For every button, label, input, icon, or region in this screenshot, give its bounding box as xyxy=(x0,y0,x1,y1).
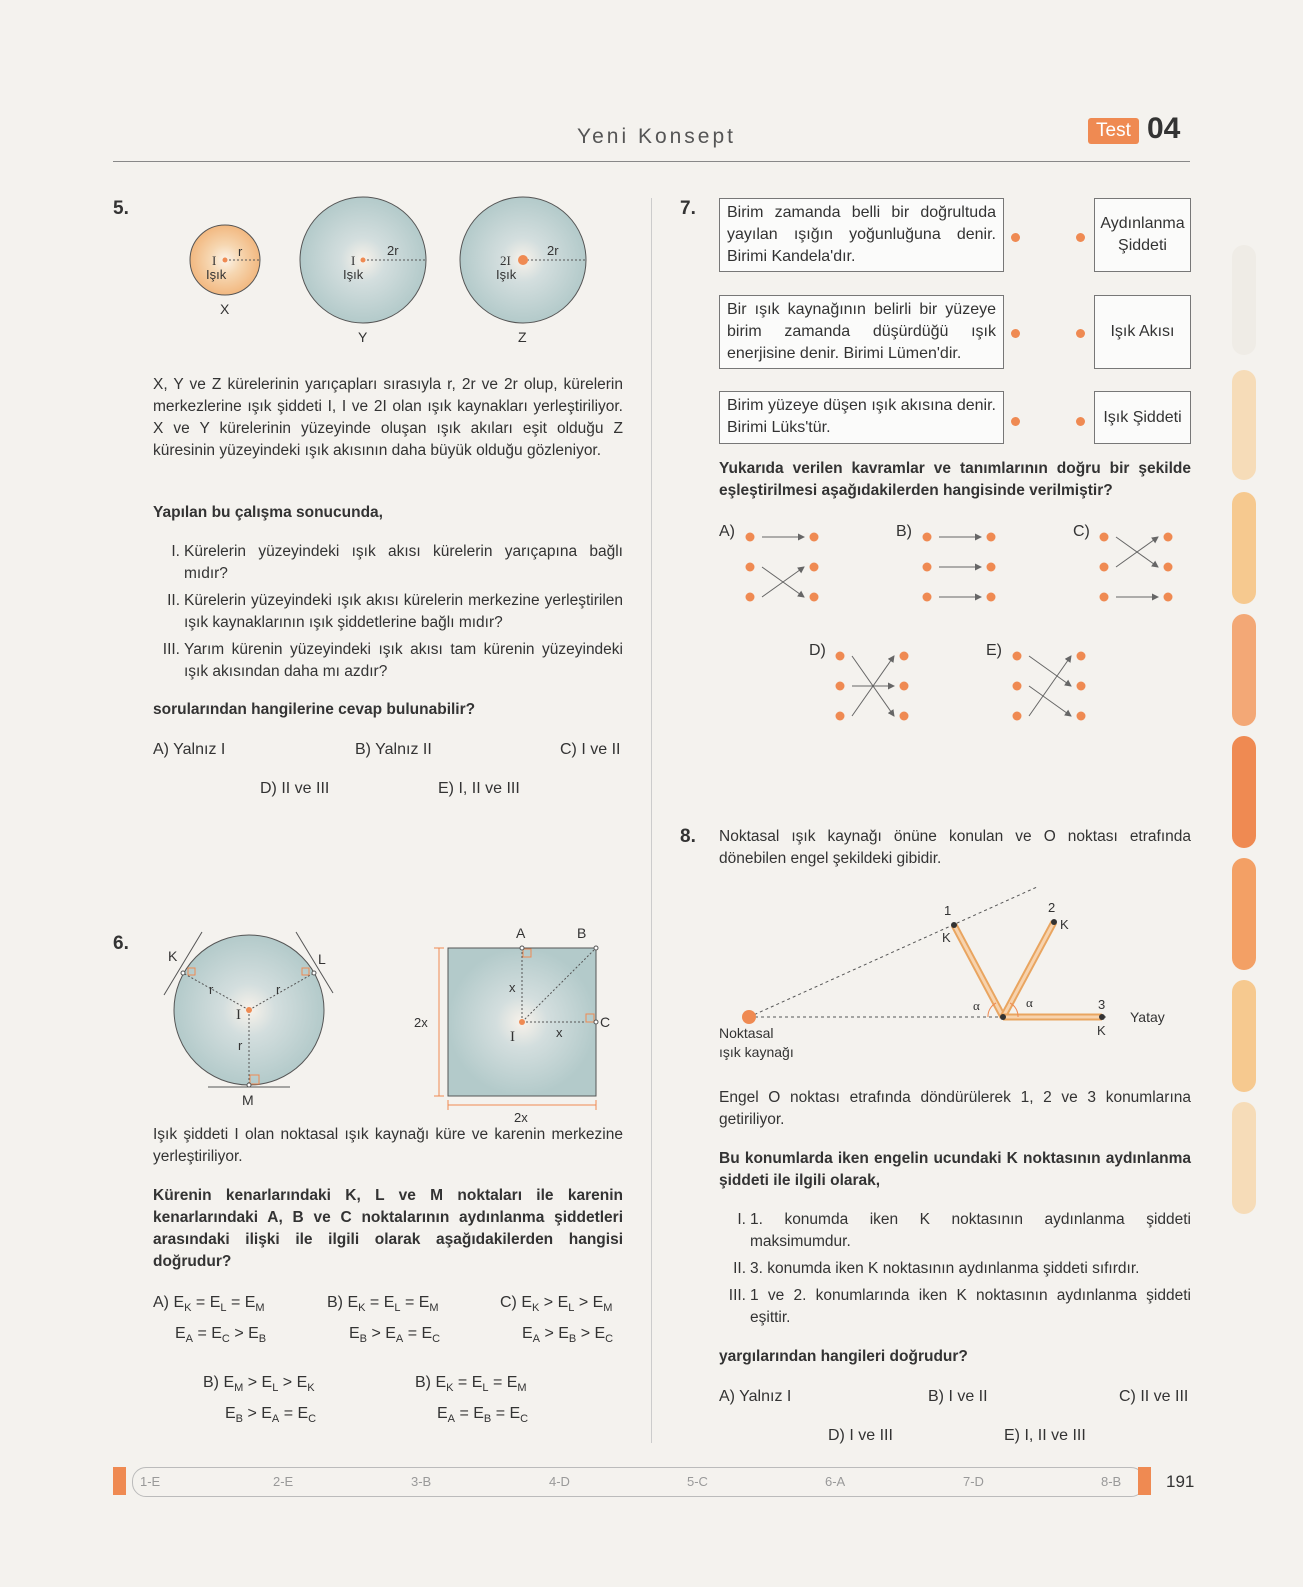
header-rule xyxy=(113,161,1190,162)
q5-text: X, Y ve Z kürelerinin yarıçapları sırasıyla r, 2r ve 2r olup, kürelerin merkezlerine ışık şiddeti I, I ve 2I olan ışık kaynakları yerleştiriliyor. X ve Y kürelerinin yüzeyinde oluşan ışık akıları eşit olduğu Z küresinin yüzeyindeki ışık akısının daha büyük olduğu gözleniyor. xyxy=(153,376,623,459)
match-option-dot xyxy=(1013,712,1022,721)
q8-option-e[interactable]: E) I, II ve III xyxy=(1004,1427,1086,1444)
match-option-dot xyxy=(1077,652,1086,661)
q5-item: I. Kürelerin yüzeyindeki ışık akısı kürelerin yarıçapına bağlı mıdır? xyxy=(171,543,623,582)
q5-option-d[interactable]: D) II ve III xyxy=(260,780,330,797)
match-dot xyxy=(1076,417,1085,426)
svg-text:B: B xyxy=(577,925,587,941)
q5-item: III. Yarım kürenin yüzeyindeki ışık akısı tam kürenin yüzeyindeki ışık akısından daha mı azdır? xyxy=(162,641,623,680)
side-tab xyxy=(1232,858,1256,970)
side-tab xyxy=(1232,370,1256,480)
z-source: 2I xyxy=(500,253,511,268)
match-option-dot xyxy=(836,682,845,691)
q5-prompt: Yapılan bu çalışma sonucunda, xyxy=(153,504,383,521)
match-arrow xyxy=(852,656,894,716)
y-source: I xyxy=(351,253,356,268)
svg-text:L: L xyxy=(318,951,326,967)
q6-option-e[interactable]: B) $E_K = E_L = E_M$ $E_A = E_B = E_C$ xyxy=(415,1374,529,1426)
z-label: Z xyxy=(518,329,527,345)
svg-text:r: r xyxy=(209,982,214,997)
answer-key-item: 1-E xyxy=(140,1474,161,1489)
match-arrow xyxy=(1029,656,1071,716)
q5-spheres-figure xyxy=(150,190,630,360)
answer-key-item: 6-A xyxy=(825,1474,846,1489)
q6-text: Işık şiddeti I olan noktasal ışık kaynağı küre ve karenin merkezine yerleştiriliyor. xyxy=(153,1126,623,1165)
match-dot xyxy=(1076,233,1085,242)
match-option-dot xyxy=(1077,682,1086,691)
side-tab xyxy=(1232,614,1256,726)
q6-figure xyxy=(150,920,630,1125)
q7-term-box: Işık Şiddeti xyxy=(1094,391,1191,444)
z-radius: 2r xyxy=(547,243,559,258)
q7-option-e-label[interactable]: E) xyxy=(986,642,1002,659)
match-option-dot xyxy=(810,533,819,542)
match-arrow xyxy=(762,567,804,597)
match-option-dot xyxy=(1164,533,1173,542)
q8-prompt: Bu konumlarda iken engelin ucundaki K noktasının aydınlanma şiddeti ile ilgili olarak, xyxy=(719,1150,1191,1189)
question-8-number: 8. xyxy=(680,826,696,847)
match-dot xyxy=(1076,329,1085,338)
q8-text: Engel O noktası etrafında döndürülerek 1, 2 ve 3 konumlarına getiriliyor. xyxy=(719,1089,1191,1128)
q7-term-box: Aydınlanma Şiddeti xyxy=(1094,198,1191,272)
answer-key-item: 7-D xyxy=(963,1474,984,1489)
q7-question: Yukarıda verilen kavramlar ve tanımlarının doğru bir şekilde eşleştirilmesi aşağıdakilerden hangisinde verilmiştir? xyxy=(719,460,1191,499)
column-divider xyxy=(651,198,652,1443)
footer-marker-right xyxy=(1138,1467,1151,1495)
q8-item: I. 1. konumda iken K noktasının aydınlanma şiddeti maksimumdur. xyxy=(737,1211,1191,1250)
match-option-dot xyxy=(746,533,755,542)
match-option-dot xyxy=(900,652,909,661)
svg-text:x: x xyxy=(556,1025,563,1040)
q8-option-a[interactable]: A) Yalnız I xyxy=(719,1388,792,1405)
y-label: Y xyxy=(358,329,368,345)
match-option-dot xyxy=(1013,652,1022,661)
match-option-dot xyxy=(810,593,819,602)
q6-question: Kürenin kenarlarındaki K, L ve M noktaları ile karenin kenarlarındaki A, B ve C noktalarının aydınlanma şiddetleri arasındaki ilişki ile ilgili olarak aşağıdakilerden hangisi doğrudur? xyxy=(153,1187,623,1270)
q5-option-c[interactable]: C) I ve II xyxy=(560,741,621,758)
match-arrow xyxy=(852,656,894,716)
q7-term-box: Işık Akısı xyxy=(1094,295,1191,369)
match-arrow xyxy=(762,567,804,597)
match-option-dot xyxy=(923,563,932,572)
q7-definition-box: Birim yüzeye düşen ışık akısına denir. Birimi Lüks'tür. xyxy=(719,391,1004,444)
q5-item: II. Kürelerin yüzeyindeki ışık akısı kürelerin merkezine yerleştirilen ışık kaynaklarının ışık şiddetlerine bağlı mıdır? xyxy=(167,592,623,631)
svg-text:α: α xyxy=(1026,995,1033,1010)
q5-option-e[interactable]: E) I, II ve III xyxy=(438,780,520,797)
side-tab xyxy=(1232,736,1256,848)
q8-question: yargılarından hangileri doğrudur? xyxy=(719,1348,968,1365)
svg-text:r: r xyxy=(276,982,281,997)
match-option-dot xyxy=(900,712,909,721)
match-dot xyxy=(1011,417,1020,426)
svg-text:I: I xyxy=(510,1029,515,1045)
svg-text:K: K xyxy=(942,930,951,945)
svg-text:K: K xyxy=(168,948,178,964)
q8-option-c[interactable]: C) II ve III xyxy=(1119,1388,1189,1405)
match-option-dot xyxy=(1013,682,1022,691)
q6-option-b[interactable]: B) $E_K = E_L = E_M$ $E_B > E_A = E_C$ xyxy=(327,1294,441,1346)
match-arrow xyxy=(1116,537,1158,567)
match-option-dot xyxy=(1077,712,1086,721)
svg-text:ışık kaynağı: ışık kaynağı xyxy=(719,1044,794,1060)
q7-option-a-label[interactable]: A) xyxy=(719,523,735,540)
q5-option-b[interactable]: B) Yalnız II xyxy=(355,741,432,758)
q8-option-d[interactable]: D) I ve III xyxy=(828,1427,893,1444)
match-dot xyxy=(1011,329,1020,338)
svg-text:I: I xyxy=(236,1007,241,1023)
q6-option-c[interactable]: C) $E_K > E_L > E_M$ $E_A > E_B > E_C$ xyxy=(500,1294,614,1346)
match-option-dot xyxy=(1100,533,1109,542)
q8-intro: Noktasal ışık kaynağı önüne konulan ve O noktası etrafında dönebilen engel şekildeki gibidir. xyxy=(719,828,1191,867)
test-badge: Test xyxy=(1088,118,1139,144)
match-option-dot xyxy=(746,593,755,602)
svg-text:2x: 2x xyxy=(514,1110,528,1125)
footer-marker-left xyxy=(113,1467,126,1495)
q7-option-b-label[interactable]: B) xyxy=(896,523,912,540)
svg-text:Noktasal: Noktasal xyxy=(719,1025,774,1041)
q6-option-d[interactable]: B) $E_M > E_L > E_K$ $E_B > E_A = E_C$ xyxy=(203,1374,317,1426)
svg-text:C: C xyxy=(600,1014,611,1030)
q6-option-a[interactable]: A) $E_K = E_L = E_M$ $E_A = E_C > E_B$ xyxy=(153,1294,267,1346)
q7-option-c-label[interactable]: C) xyxy=(1073,523,1090,540)
side-tab xyxy=(1232,980,1256,1092)
x-label: X xyxy=(220,301,230,317)
answer-key-item: 4-D xyxy=(549,1474,570,1489)
question-7-number: 7. xyxy=(680,198,696,219)
svg-text:M: M xyxy=(242,1092,254,1108)
match-option-dot xyxy=(987,593,996,602)
test-number: 04 xyxy=(1147,112,1181,145)
svg-text:2: 2 xyxy=(1048,900,1056,915)
z-light-text: Işık xyxy=(496,267,517,282)
svg-text:α: α xyxy=(973,998,980,1013)
match-arrow xyxy=(1116,537,1158,567)
match-arrow xyxy=(1029,686,1071,716)
svg-text:3: 3 xyxy=(1098,997,1106,1012)
q5-items xyxy=(153,541,623,683)
match-option-dot xyxy=(836,712,845,721)
y-radius: 2r xyxy=(387,243,399,258)
match-option-dot xyxy=(1164,593,1173,602)
match-option-dot xyxy=(987,563,996,572)
side-tab xyxy=(1232,1102,1256,1214)
match-option-dot xyxy=(923,533,932,542)
match-dot xyxy=(1011,233,1020,242)
svg-text:A: A xyxy=(516,925,526,941)
match-option-dot xyxy=(900,682,909,691)
question-5-number: 5. xyxy=(113,198,129,219)
q8-figure xyxy=(710,885,1200,1070)
side-tab xyxy=(1232,492,1256,604)
svg-text:2x: 2x xyxy=(414,1015,428,1030)
match-option-dot xyxy=(836,652,845,661)
match-option-dot xyxy=(923,593,932,602)
page-number: 191 xyxy=(1166,1472,1195,1491)
match-option-dot xyxy=(1100,593,1109,602)
q7-option-d-label[interactable]: D) xyxy=(809,642,826,659)
svg-text:Yatay: Yatay xyxy=(1130,1009,1165,1025)
x-source: I xyxy=(212,253,217,268)
svg-text:K: K xyxy=(1097,1023,1106,1038)
svg-text:K: K xyxy=(1060,917,1069,932)
match-option-dot xyxy=(810,563,819,572)
q8-item: II. 3. konumda iken K noktasının aydınlanma şiddeti sıfırdır. xyxy=(733,1260,1140,1277)
answer-key-item: 2-E xyxy=(273,1474,294,1489)
q8-item: III. 1 ve 2. konumlarında iken K noktasının aydınlanma şiddeti eşittir. xyxy=(728,1287,1191,1326)
match-arrow xyxy=(1029,656,1071,686)
answer-key-item: 5-C xyxy=(687,1474,708,1489)
q7-definition-box: Bir ışık kaynağının belirli bir yüzeye birim zamanda düşürdüğü ışık enerjisine denir. Birimi Lümen'dir. xyxy=(719,295,1004,369)
side-tab xyxy=(1232,245,1256,355)
answer-key-item: 8-B xyxy=(1101,1474,1122,1489)
svg-text:1: 1 xyxy=(944,903,952,918)
y-light-text: Işık xyxy=(343,267,364,282)
x-light-text: Işık xyxy=(206,267,227,282)
answer-key-item: 3-B xyxy=(411,1474,432,1489)
svg-text:x: x xyxy=(509,980,516,995)
q8-items xyxy=(719,1209,1191,1329)
svg-text:r: r xyxy=(238,1038,243,1053)
q5-question: sorularından hangilerine cevap bulunabilir? xyxy=(153,701,476,718)
match-option-dot xyxy=(1100,563,1109,572)
x-radius: r xyxy=(238,244,243,259)
q5-option-a[interactable]: A) Yalnız I xyxy=(153,741,226,758)
page-title: Yeni Konsept xyxy=(577,125,736,148)
match-option-dot xyxy=(1164,563,1173,572)
q8-option-b[interactable]: B) I ve II xyxy=(928,1388,988,1405)
match-option-dot xyxy=(987,533,996,542)
match-option-dot xyxy=(746,563,755,572)
question-6-number: 6. xyxy=(113,933,129,954)
q7-definition-box: Birim zamanda belli bir doğrultuda yayılan ışığın yoğunluğuna denir. Birimi Kandela'dır. xyxy=(719,198,1004,272)
